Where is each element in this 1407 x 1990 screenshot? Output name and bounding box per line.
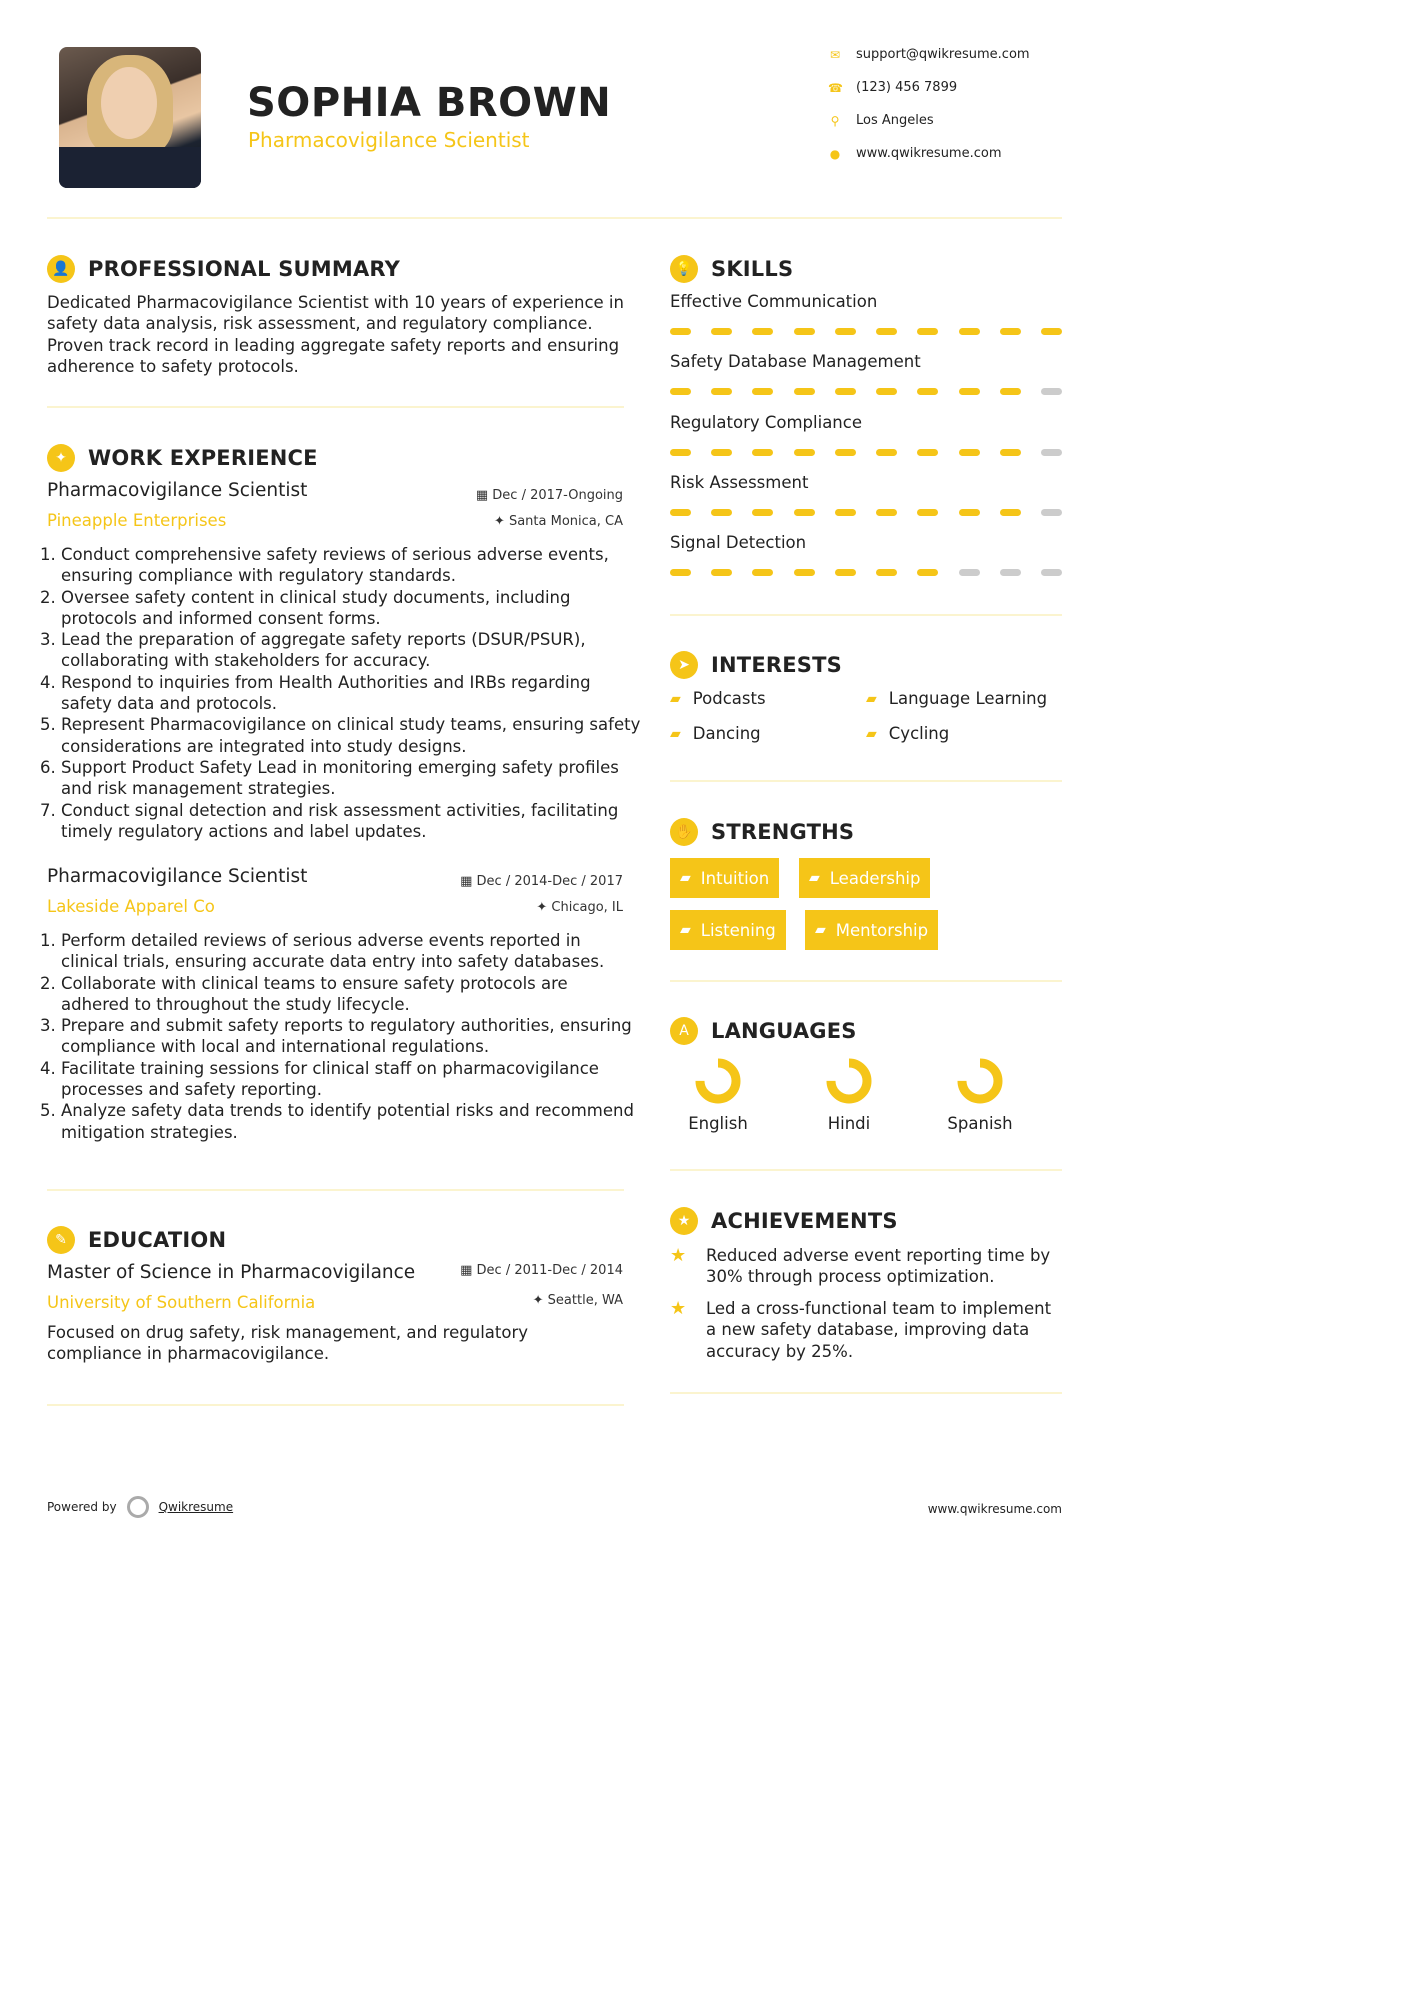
job-location: ✦ Chicago, IL [536,900,623,915]
job-date: ▦ Dec / 2014-Dec / 2017 [460,874,623,889]
interests-heading: ➤ INTERESTS [670,651,842,679]
rating-dot [1000,328,1021,335]
job-location: ✦ Santa Monica, CA [493,514,623,529]
header-divider [47,217,1062,219]
skill-name: Safety Database Management [670,352,921,372]
rating-dot [917,509,938,516]
skill-item [670,413,1062,473]
interest-item: ▰ Cycling [866,724,950,743]
skill-item [670,352,1062,412]
list-item: 2. Collaborate with clinical teams to ensure safety protocols are adhered to throughout the study lifecycle. [61,973,641,1016]
language-icon: A [670,1017,698,1045]
summary-text: Dedicated Pharmacovigilance Scientist with 10 years of experience in safety data analysis, risk assessment, and regulatory compliance. Proven track record in leading aggregate safety reports and ensuring adherence to safety protocols. [47,293,624,376]
languages-list [670,1058,1063,1133]
rating-dot [670,569,691,576]
divider [47,406,624,408]
rating-dot [959,449,980,456]
star-icon: ★ [670,1298,687,1319]
pin-icon: ✦ [493,514,509,529]
rating-dot [794,449,815,456]
divider [670,980,1062,982]
book-icon: ▰ [680,922,691,938]
book-icon: ▰ [680,870,691,886]
rating-dot [1000,569,1021,576]
calendar-icon: ▦ [460,1263,477,1278]
user-icon: 👤 [47,255,75,283]
map-pin-icon: ⚲ [830,113,840,128]
school-name: University of Southern California [47,1293,316,1312]
list-item: 5. Analyze safety data trends to identify potential risks and recommend mitigation strategies. [61,1100,641,1143]
language-item [932,1058,1028,1133]
job-bullets [47,930,641,1143]
rating-dot [711,328,732,335]
skill-name: Risk Assessment [670,472,809,492]
job-title: Pharmacovigilance Scientist [47,866,308,887]
rating-dot [1041,388,1062,395]
contact-location: ⚲ Los Angeles [828,113,934,128]
calendar-icon: ▦ [460,874,477,889]
rating-dot [794,569,815,576]
list-item: 3. Lead the preparation of aggregate safety reports (DSUR/PSUR), collaborating with stakeholders for accuracy. [61,629,641,672]
rating-dot [917,449,938,456]
skill-item [670,473,1062,533]
rating-dot [959,569,980,576]
rating-dot [835,449,856,456]
skill-name: Effective Communication [670,292,878,311]
rating-dot [1041,449,1062,456]
pin-icon: ✦ [536,900,552,915]
rating-dot [1000,449,1021,456]
rating-dot [876,328,897,335]
rating-dot [959,388,980,395]
rating-dot [917,328,938,335]
rating-dot [752,449,773,456]
rating-dot [711,388,732,395]
list-item: 1. Conduct comprehensive safety reviews of serious adverse events, ensuring compliance with regulatory standards. [61,544,641,587]
list-item: 1. Perform detailed reviews of serious adverse events reported in clinical trials, ensuring accurate data entry into safety databases. [61,930,641,973]
skills-list [670,292,1062,593]
interest-item: ▰ Podcasts [670,689,766,708]
pin-icon: ✦ [532,1293,548,1308]
list-item: 7. Conduct signal detection and risk assessment activities, facilitating timely regulatory actions and label updates. [61,800,641,843]
strength-badge: ▰ Mentorship [805,910,938,950]
phone-icon: ☎ [828,80,843,95]
achievements-heading: ★ ACHIEVEMENTS [670,1207,898,1235]
book-icon: ▰ [866,690,877,707]
skill-rating [670,328,1062,335]
book-icon: ▰ [809,870,820,886]
skill-rating [670,449,1062,456]
list-item: 2. Oversee safety content in clinical study documents, including protocols and informed consent forms. [61,587,641,630]
book-icon: ▰ [670,690,681,707]
education-text: Focused on drug safety, risk management, and regulatory compliance in pharmacovigilance. [47,1323,528,1364]
book-icon: ▰ [815,922,826,938]
rating-dot [752,569,773,576]
rating-dot [752,328,773,335]
strength-badge: ▰ Leadership [799,858,930,898]
candidate-title: Pharmacovigilance Scientist [248,128,530,152]
language-name: Spanish [947,1114,1013,1133]
contact-email[interactable]: ✉ support@qwikresume.com [829,47,1030,62]
footer-powered: Powered by Qwikresume [47,1496,233,1518]
language-item [801,1058,897,1133]
degree-title: Master of Science in Pharmacovigilance [47,1262,416,1283]
skill-name: Regulatory Compliance [670,412,862,432]
rating-dot [1000,509,1021,516]
list-item: 4. Respond to inquiries from Health Authorities and IRBs regarding safety data and protocols. [61,672,641,715]
hand-icon: ✋ [670,818,698,846]
rating-dot [794,328,815,335]
skill-name: Signal Detection [670,533,807,553]
rating-dot [835,388,856,395]
footer-url[interactable]: www.qwikresume.com [927,1502,1062,1516]
language-name: English [688,1114,748,1133]
lightbulb-icon: 💡 [670,255,698,283]
education-date: ▦ Dec / 2011-Dec / 2014 [460,1263,623,1278]
language-name: Hindi [827,1114,871,1133]
rating-dot [670,509,691,516]
language-level-ring [695,1058,741,1104]
divider [47,1404,624,1406]
job-title: Pharmacovigilance Scientist [47,480,308,501]
rating-dot [711,449,732,456]
rating-dot [752,388,773,395]
skill-item [670,292,1062,352]
interest-item: ▰ Language Learning [866,689,1048,708]
strength-badge: ▰ Intuition [670,858,779,898]
rating-dot [876,509,897,516]
graduation-icon: ✎ [47,1226,75,1254]
rating-dot [711,509,732,516]
skill-item [670,533,1062,593]
rating-dot [794,388,815,395]
candidate-name: SOPHIA BROWN [247,80,612,126]
language-item [670,1058,766,1133]
rating-dot [959,509,980,516]
rating-dot [876,569,897,576]
languages-heading: A LANGUAGES [670,1017,857,1045]
rating-dot [752,509,773,516]
calendar-icon: ▦ [475,488,493,503]
education-heading: ✎ EDUCATION [47,1226,226,1254]
divider [670,1392,1062,1394]
profile-photo [59,47,201,188]
skill-rating [670,509,1062,516]
rating-dot [1000,388,1021,395]
briefcase-icon: ✦ [47,444,75,472]
rating-dot [835,328,856,335]
skills-heading: 💡 SKILLS [670,255,793,283]
rating-dot [1041,328,1062,335]
rating-dot [794,509,815,516]
paper-plane-icon: ➤ [670,651,698,679]
rating-dot [1041,509,1062,516]
star-icon: ★ [670,1207,698,1235]
contact-phone[interactable]: ☎ (123) 456 7899 [828,80,958,95]
strength-badge: ▰ Listening [670,910,786,950]
job-company: Pineapple Enterprises [47,511,227,530]
achievement-item: ★ Reduced adverse event reporting time by 30% through process optimization. [670,1245,1051,1287]
job-bullets [47,544,641,842]
list-item: 6. Support Product Safety Lead in monitoring emerging safety profiles and risk management strategies. [61,757,641,800]
rating-dot [835,569,856,576]
book-icon: ▰ [866,725,877,742]
rating-dot [670,388,691,395]
language-level-ring [957,1058,1003,1104]
education-location: ✦ Seattle, WA [532,1293,623,1308]
qwikresume-link[interactable]: Qwikresume [158,1500,234,1514]
divider [670,614,1062,616]
star-icon: ★ [670,1245,687,1266]
rating-dot [876,388,897,395]
rating-dot [917,388,938,395]
rating-dot [959,328,980,335]
mail-icon: ✉ [829,47,841,62]
rating-dot [917,569,938,576]
rating-dot [1041,569,1062,576]
list-item: 5. Represent Pharmacovigilance on clinical study teams, ensuring safety considerations are integrated into study designs. [61,714,641,757]
rating-dot [670,449,691,456]
achievement-item: ★ Led a cross-functional team to implement a new safety database, improving data accuracy by 25%. [670,1298,1052,1361]
rating-dot [876,449,897,456]
summary-heading: 👤 PROFESSIONAL SUMMARY [47,255,400,283]
interest-item: ▰ Dancing [670,724,761,743]
rating-dot [835,509,856,516]
skill-rating [670,388,1062,395]
job-date: ▦ Dec / 2017-Ongoing [475,488,623,503]
divider [670,1169,1062,1171]
contact-website[interactable]: ● www.qwikresume.com [829,146,1002,161]
globe-icon: ● [829,146,841,161]
list-item: 4. Facilitate training sessions for clinical staff on pharmacovigilance processes and safety reporting. [61,1058,641,1101]
strengths-heading: ✋ STRENGTHS [670,818,854,846]
job-company: Lakeside Apparel Co [47,897,215,916]
rating-dot [711,569,732,576]
experience-heading: ✦ WORK EXPERIENCE [47,444,318,472]
list-item: 3. Prepare and submit safety reports to regulatory authorities, ensuring compliance with local and international regulations. [61,1015,641,1058]
rating-dot [670,328,691,335]
book-icon: ▰ [670,725,681,742]
divider [670,780,1062,782]
skill-rating [670,569,1062,576]
divider [47,1189,624,1191]
language-level-ring [826,1058,872,1104]
qwikresume-logo-icon [127,1496,149,1518]
